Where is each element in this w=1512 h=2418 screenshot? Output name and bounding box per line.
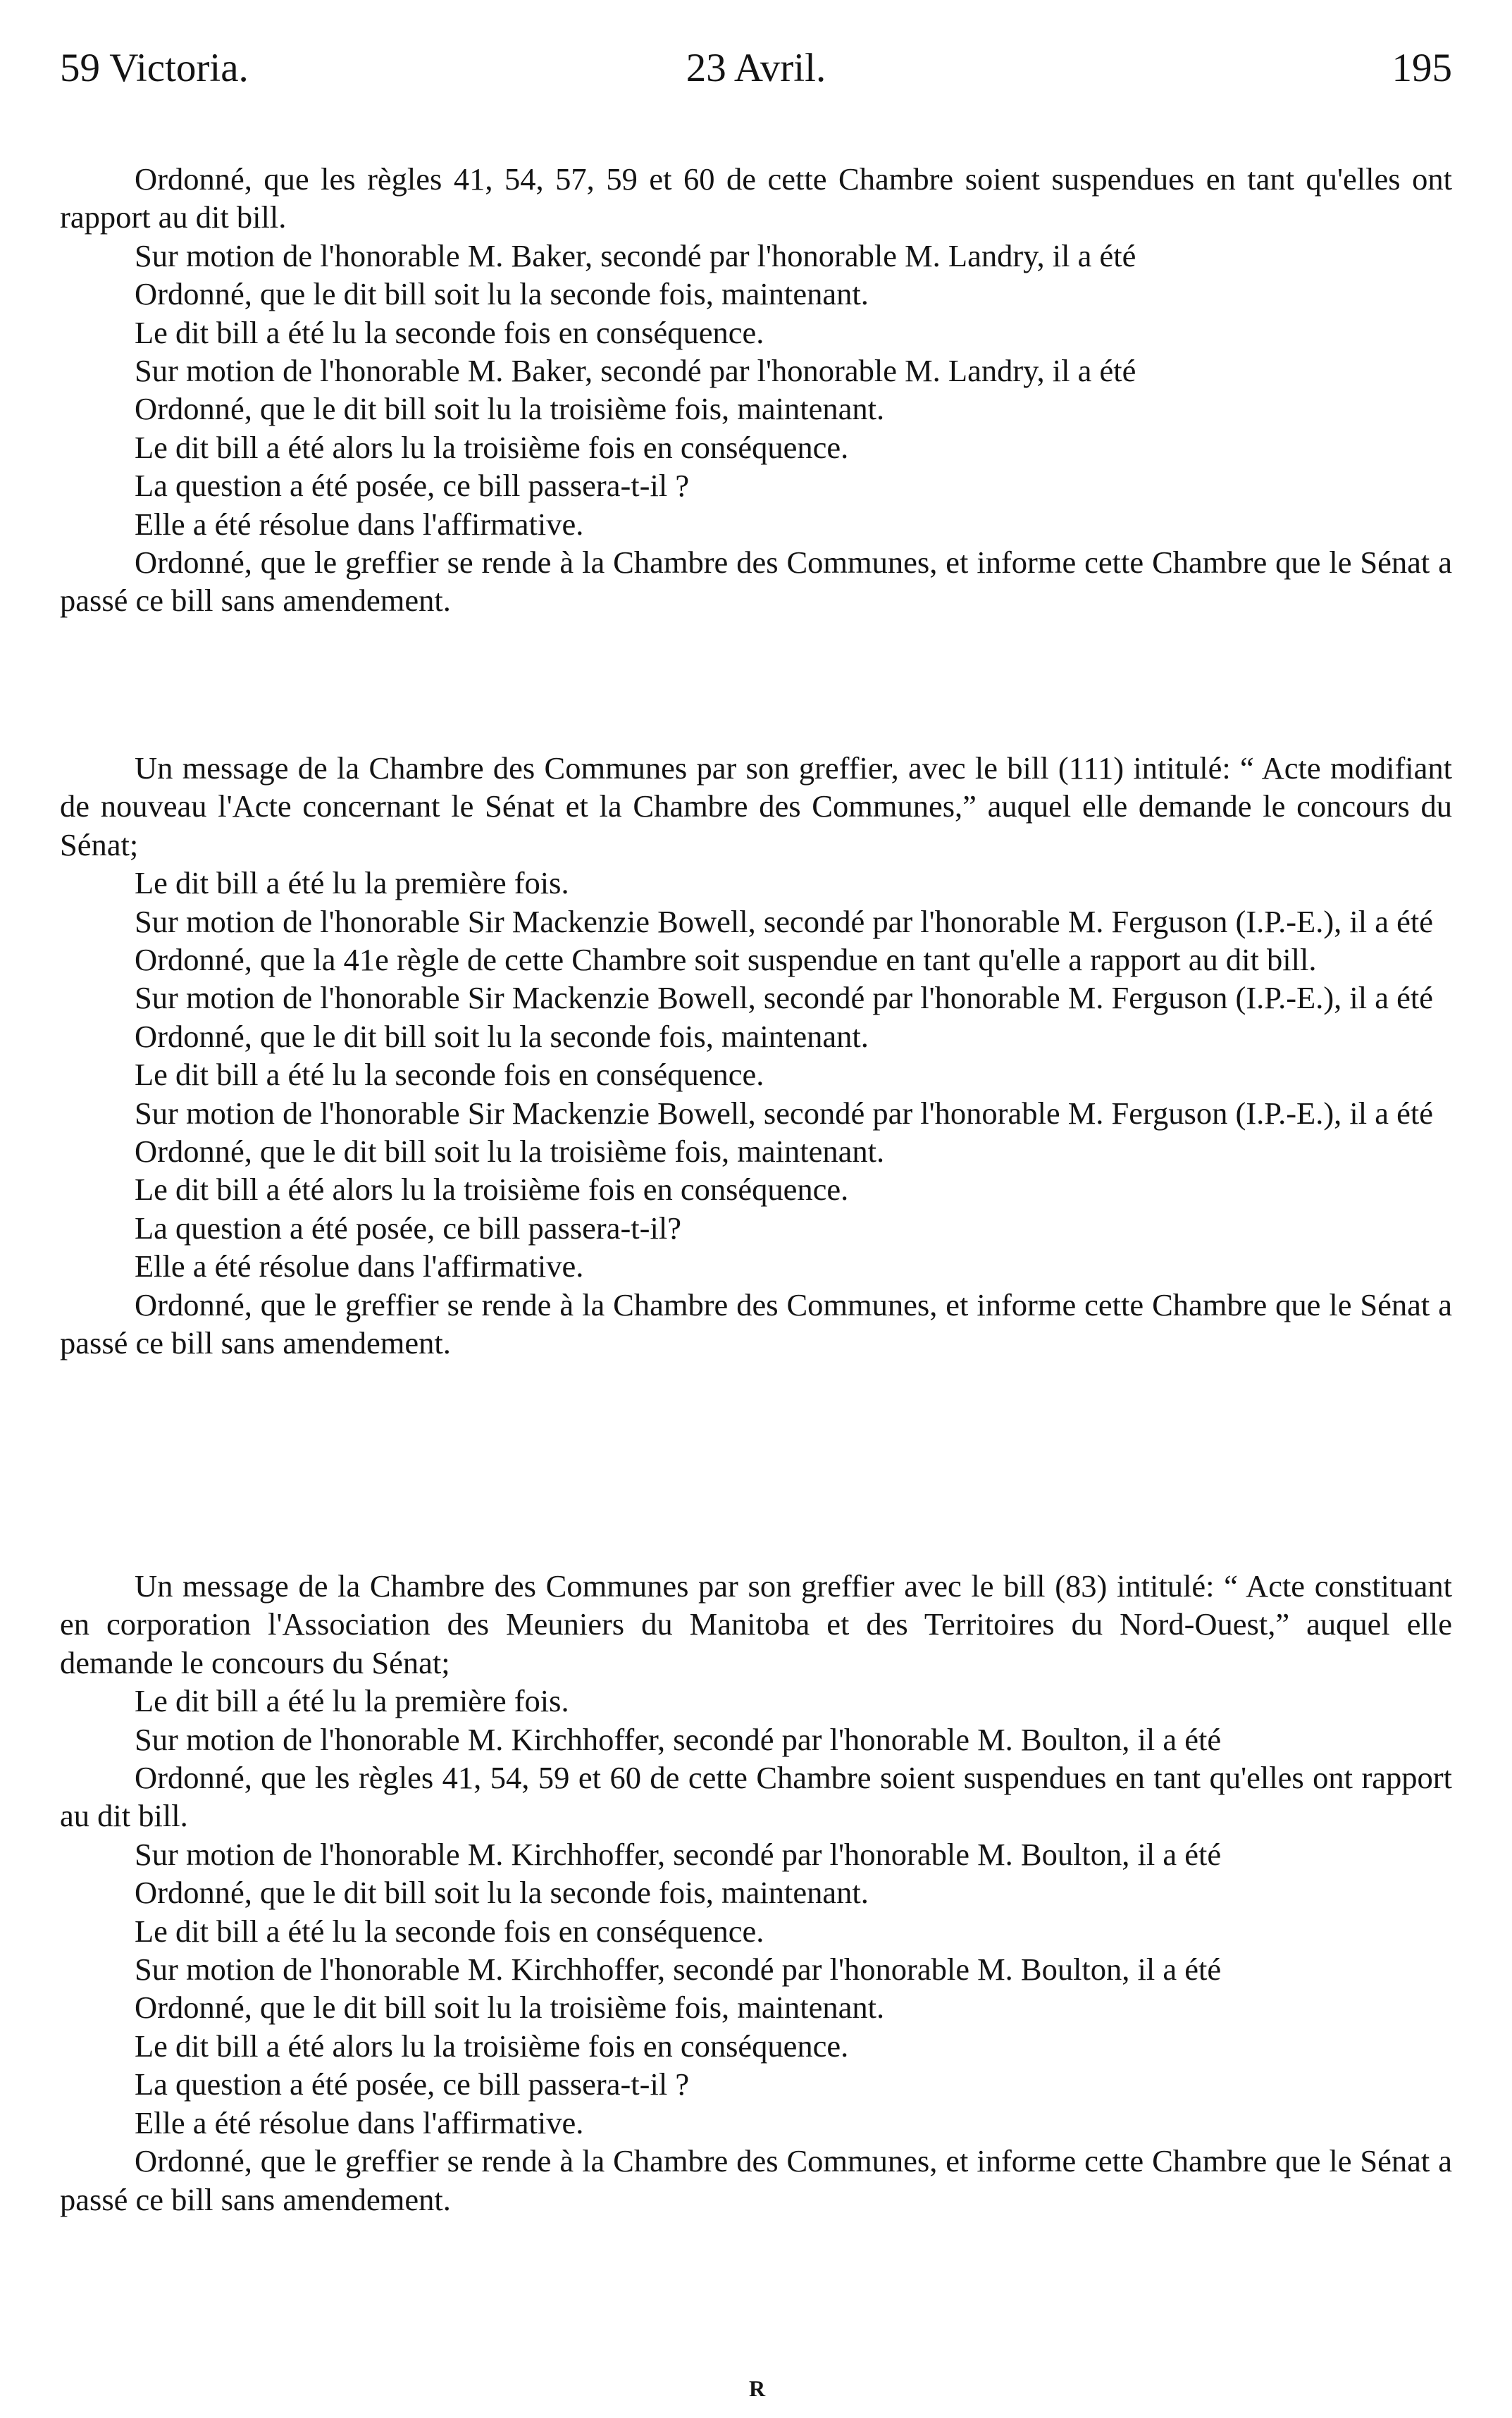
paragraph: Ordonné, que le dit bill soit lu la troisième fois, maintenant.	[135, 391, 885, 427]
paragraph: Le dit bill a été alors lu la troisième fois en conséquence.	[135, 1172, 849, 1208]
paragraph: Le dit bill a été alors lu la troisième fois en conséquence.	[135, 2028, 849, 2064]
proceedings-section	[60, 160, 1452, 620]
paragraph: Le dit bill a été lu la seconde fois en conséquence.	[135, 314, 764, 350]
paragraph: Ordonné, que le dit bill soit lu la troisième fois, maintenant.	[135, 1134, 885, 1170]
paragraph: Le dit bill a été lu la première fois.	[135, 1683, 569, 1719]
paragraph: Ordonné, que les règles 41, 54, 57, 59 et 60 de cette Chambre soient suspendues en tant qu'elles ont rapport au dit bill.	[60, 161, 1452, 235]
header-session: 59 Victoria.	[60, 46, 249, 90]
paragraph: Ordonné, que le dit bill soit lu la seconde fois, maintenant.	[135, 1875, 869, 1911]
paragraph: La question a été posée, ce bill passera-t-il ?	[135, 2066, 690, 2102]
paragraph: Sur motion de l'honorable M. Baker, secondé par l'honorable M. Landry, il a été	[135, 353, 1136, 389]
paragraph: La question a été posée, ce bill passera-t-il ?	[135, 468, 690, 504]
paragraph: Ordonné, que le dit bill soit lu la seconde fois, maintenant.	[135, 276, 869, 312]
paragraph: Sur motion de l'honorable M. Baker, secondé par l'honorable M. Landry, il a été	[135, 237, 1136, 273]
paragraph: Ordonné, que le greffier se rende à la Chambre des Communes, et informe cette Chambre que le Sénat a passé ce bill sans amendement.	[60, 1286, 1452, 1361]
paragraph: La question a été posée, ce bill passera-t-il?	[135, 1210, 681, 1246]
paragraph: Ordonné, que le dit bill soit lu la seconde fois, maintenant.	[135, 1018, 869, 1054]
paragraph: Sur motion de l'honorable M. Kirchhoffer, secondé par l'honorable M. Boulton, il a été	[135, 1721, 1222, 1757]
paragraph: Elle a été résolue dans l'affirmative.	[135, 506, 584, 542]
page-number: 195	[1392, 46, 1452, 90]
paragraph: Un message de la Chambre des Communes par son greffier, avec le bill (111) intitulé: “ Acte modifiant de nouveau l'Acte concernant le Sénat et la Chambre des Communes,” auquel elle demande le concours du Sénat;	[60, 750, 1452, 862]
header-date: 23 Avril.	[686, 46, 826, 90]
paragraph: Sur motion de l'honorable M. Kirchhoffer, secondé par l'honorable M. Boulton, il a été	[135, 1836, 1222, 1872]
paragraph: Ordonné, que le greffier se rende à la Chambre des Communes, et informe cette Chambre que le Sénat a passé ce bill sans amendement.	[60, 545, 1452, 619]
paragraph: Le dit bill a été lu la seconde fois en conséquence.	[135, 1913, 764, 1949]
paragraph: Le dit bill a été lu la première fois.	[135, 865, 569, 901]
paragraph: Le dit bill a été alors lu la troisième fois en conséquence.	[135, 429, 849, 465]
paragraph: Le dit bill a été lu la seconde fois en conséquence.	[135, 1057, 764, 1093]
paragraph: Ordonné, que le greffier se rende à la Chambre des Communes, et informe cette Chambre que le Sénat a passé ce bill sans amendement.	[60, 2143, 1452, 2217]
page-header	[60, 44, 1452, 93]
paragraph: Elle a été résolue dans l'affirmative.	[135, 2104, 584, 2140]
paragraph: Un message de la Chambre des Communes par son greffier avec le bill (83) intitulé: “ Acte constituant en corporation l'Association des Meuniers du Manitoba et des Territoires du Nord-Ouest,” auquel elle demande le concours du Sénat;	[60, 1568, 1452, 1680]
paragraph: Sur motion de l'honorable Sir Mackenzie Bowell, secondé par l'honorable M. Ferguson (I.P.-E.), il a été	[135, 980, 1433, 1016]
printer-signature-mark: R	[749, 2376, 766, 2401]
paragraph: Sur motion de l'honorable Sir Mackenzie Bowell, secondé par l'honorable M. Ferguson (I.P.-E.), il a été	[135, 903, 1433, 939]
paragraph: Ordonné, que le dit bill soit lu la troisième fois, maintenant.	[135, 1990, 885, 2026]
message-section-bill-111	[60, 749, 1452, 1363]
paragraph: Ordonné, que les règles 41, 54, 59 et 60 de cette Chambre soient suspendues en tant qu'elles ont rapport au dit bill.	[60, 1760, 1452, 1834]
paragraph: Ordonné, que la 41e règle de cette Chambre soit suspendue en tant qu'elle a rapport au dit bill.	[135, 942, 1317, 978]
paragraph: Sur motion de l'honorable Sir Mackenzie Bowell, secondé par l'honorable M. Ferguson (I.P.-E.), il a été	[135, 1095, 1433, 1131]
message-section-bill-83	[60, 1567, 1452, 2219]
paragraph: Sur motion de l'honorable M. Kirchhoffer, secondé par l'honorable M. Boulton, il a été	[135, 1952, 1222, 1988]
paragraph: Elle a été résolue dans l'affirmative.	[135, 1248, 584, 1284]
